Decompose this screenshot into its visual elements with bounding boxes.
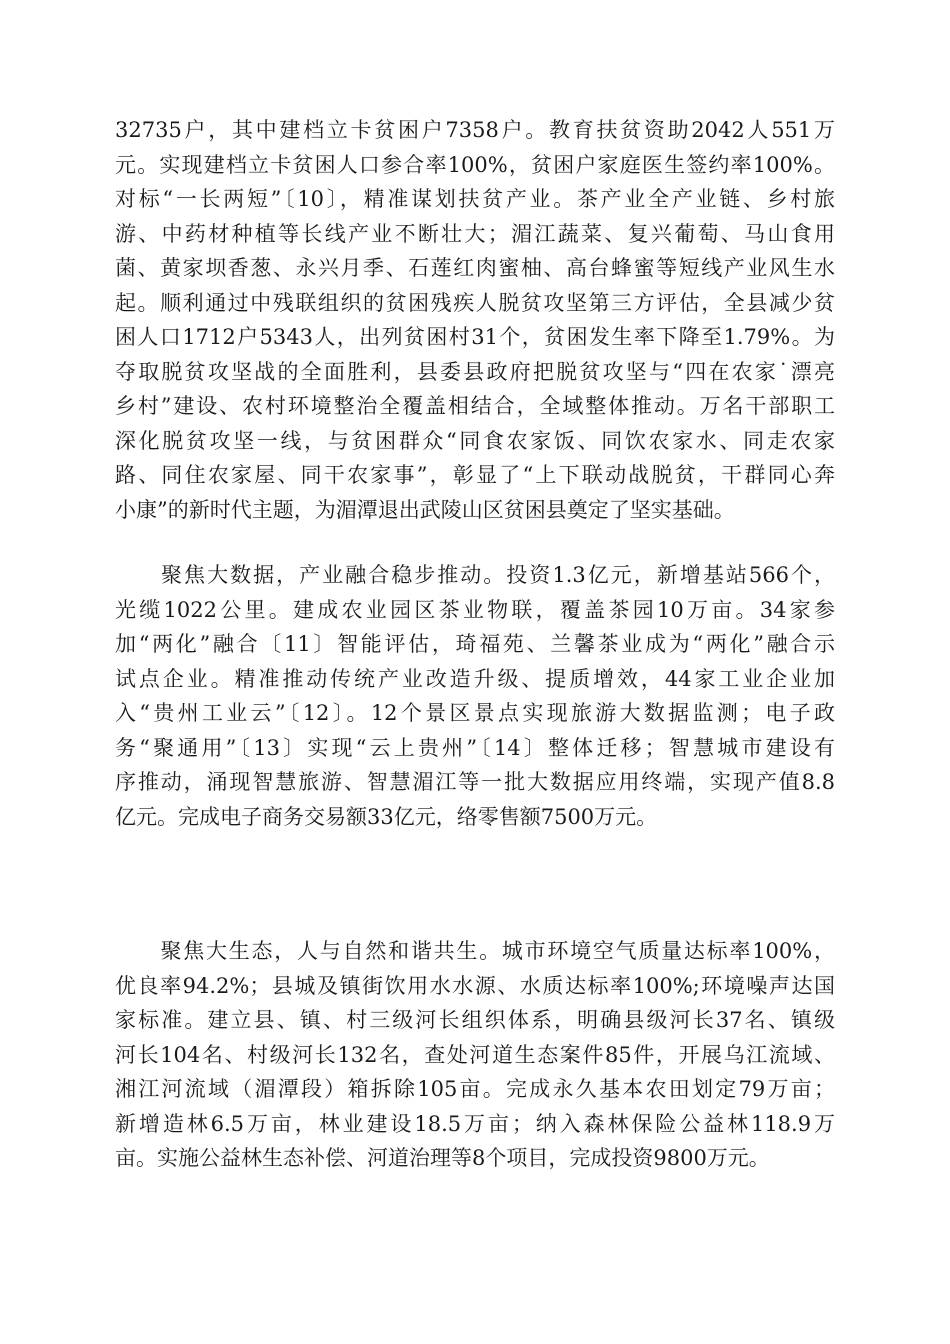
- text-line: 家标准。建立县、镇、村三级河长组织体系，明确县级河长37名、镇级: [115, 1008, 835, 1032]
- text-line: 游、中药材种植等长线产业不断壮大；湄江蔬菜、复兴葡萄、马山食用: [115, 221, 835, 246]
- text-line: 起。顺利通过中残联组织的贫困残疾人脱贫攻坚第三方评估，全县减少贫: [115, 290, 835, 315]
- text-line: 聚焦大生态，人与自然和谐共生。城市环境空气质量达标率100%，: [115, 939, 835, 963]
- text-line: 32735户，其中建档立卡贫困户7358户。教育扶贫资助2042人551万: [115, 118, 835, 142]
- text-line: 河长104名、村级河长132名，查处河道生态案件85件，开展乌江流域、: [115, 1042, 835, 1067]
- paragraph-poverty-alleviation: [115, 113, 835, 527]
- text-line: 元。实现建档立卡贫困人口参合率100%，贫困户家庭医生签约率100%。: [115, 152, 835, 177]
- text-line: 路、同住农家屋、同干农家事”，彰显了“上下联动战脱贫，干群同心奔: [115, 463, 835, 487]
- text-line: 夺取脱贫攻坚战的全面胜利，县委县政府把脱贫攻坚与“四在农家˙漂亮: [115, 359, 835, 384]
- text-line: 小康”的新时代主题，为湄潭退出武陵山区贫困县奠定了坚实基础。: [115, 497, 735, 522]
- text-line: 乡村”建设、农村环境整治全覆盖相结合，全域整体推动。万名干部职工: [115, 394, 835, 418]
- paragraph-big-data: [115, 558, 835, 834]
- text-line: 菌、黄家坝香葱、永兴月季、石莲红肉蜜柚、高台蜂蜜等短线产业风生水: [115, 256, 835, 280]
- text-line: 对标“一长两短”〔10〕，精准谋划扶贫产业。茶产业全产业链、乡村旅: [115, 187, 835, 211]
- text-line: 新增造林6.5万亩，林业建设18.5万亩；纳入森林保险公益林118.9万: [115, 1111, 835, 1136]
- text-line: 加“两化”融合〔11〕智能评估，琦福苑、兰馨茶业成为“两化”融合示: [115, 632, 835, 656]
- text-line: 优良率94.2%；县城及镇街饮用水水源、水质达标率100%;环境噪声达国: [115, 973, 835, 998]
- text-line: 亿元。完成电子商务交易额33亿元，络零售额7500万元。: [115, 804, 658, 829]
- text-line: 入“贵州工业云”〔12〕。12个景区景点实现旅游大数据监测；电子政: [115, 701, 835, 725]
- text-line: 湘江河流域（湄潭段）箱拆除105亩。完成永久基本农田划定79万亩；: [115, 1077, 835, 1101]
- text-line: 聚焦大数据，产业融合稳步推动。投资1.3亿元，新增基站566个，: [115, 563, 835, 587]
- text-line: 务“聚通用”〔13〕实现“云上贵州”〔14〕整体迁移；智慧城市建设有: [115, 735, 835, 760]
- text-line: 亩。实施公益林生态补偿、河道治理等8个项目，完成投资9800万元。: [115, 1146, 770, 1170]
- paragraph-ecology: [115, 934, 835, 1176]
- text-line: 光缆1022公里。建成农业园区茶业物联，覆盖茶园10万亩。34家参: [115, 597, 835, 622]
- text-line: 试点企业。精准推动传统产业改造升级、提质增效，44家工业企业加: [115, 666, 835, 691]
- text-line: 序推动，涌现智慧旅游、智慧湄江等一批大数据应用终端，实现产值8.8: [115, 770, 835, 794]
- text-line: 困人口1712户5343人，出列贫困村31个，贫困发生率下降至1.79%。为: [115, 325, 835, 349]
- text-line: 深化脱贫攻坚一线，与贫困群众“同食农家饭、同饮农家水、同走农家: [115, 428, 835, 453]
